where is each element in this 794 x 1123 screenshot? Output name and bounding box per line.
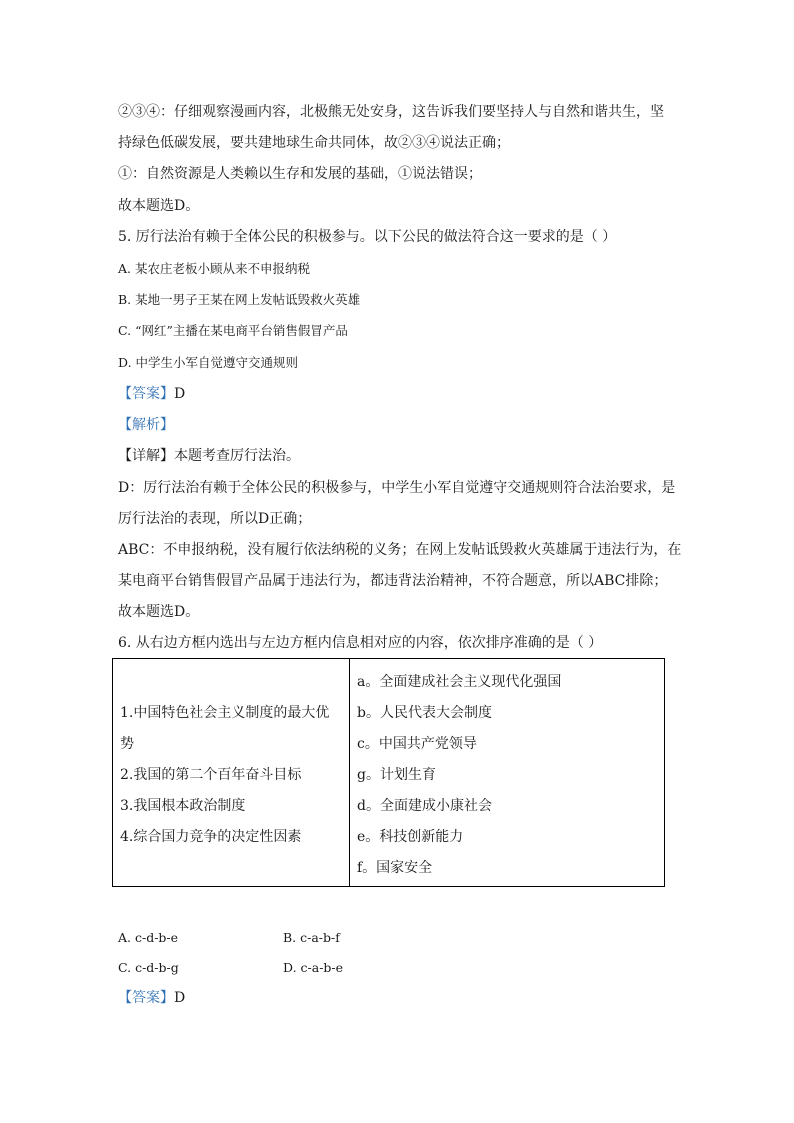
q5-option-d: D. 中学生小军自觉遵守交通规则	[118, 355, 299, 370]
left-item-2: 2.我国的第二个百年奋斗目标	[120, 767, 302, 783]
q5-detail	[118, 446, 300, 466]
detail-text: 本题考查厉行法治。	[174, 448, 300, 464]
q5-explanation-line-2: 厉行法治的表现，所以D正确；	[118, 511, 312, 527]
q6-option-c: C. c-d-b-g	[118, 960, 179, 975]
right-box	[350, 659, 665, 887]
right-item-a: a。全面建成社会主义现代化强国	[357, 674, 562, 690]
right-item-c: c。中国共产党领导	[357, 736, 477, 752]
q6-option-a: A. c-d-b-e	[118, 930, 179, 945]
right-item-d: d。全面建成小康社会	[357, 798, 492, 814]
q4-explanation-line-1: ②③④：仔细观察漫画内容，北极熊无处安身，这告诉我们要坚持人与自然和谐共生，坚	[118, 104, 664, 120]
detail-label: 【详解】	[118, 448, 174, 464]
right-item-b: b。人民代表大会制度	[357, 705, 492, 721]
q4-conclusion: 故本题选D。	[118, 198, 200, 214]
q5-option-a: A. 某农庄老板小顾从来不申报纳税	[118, 261, 310, 276]
q4-explanation-line-3: ①：自然资源是人类赖以生存和发展的基础，①说法错误；	[118, 166, 482, 182]
q5-option-b: B. 某地一男子王某在网上发帖诋毁救火英雄	[118, 292, 361, 307]
left-box	[113, 659, 350, 887]
q5-option-c: C. “网红”主播在某电商平台销售假冒产品	[118, 323, 348, 338]
q4-explanation-line-2: 持绿色低碳发展，要共建地球生命共同体，故②③④说法正确；	[118, 135, 510, 151]
q5-explanation-line-4: 某电商平台销售假冒产品属于违法行为，都违背法治精神，不符合题意，所以ABC排除；	[118, 573, 668, 589]
left-item-1: 1.中国特色社会主义制度的最大优	[120, 705, 330, 721]
q5-stem: 5. 厉行法治有赖于全体公民的积极参与。以下公民的做法符合这一要求的是（ ）	[118, 229, 617, 245]
answer-value: D	[174, 990, 186, 1006]
q5-explanation-line-1: D：厉行法治有赖于全体公民的积极参与，中学生小军自觉遵守交通规则符合法治要求，是	[118, 480, 676, 496]
matching-table	[112, 658, 665, 887]
right-item-g: g。计划生育	[357, 767, 436, 783]
q6-option-b: B. c-a-b-f	[283, 930, 340, 945]
q5-explanation-line-3: ABC：不申报纳税，没有履行依法纳税的义务；在网上发帖诋毁救火英雄属于违法行为，在	[118, 542, 682, 558]
q6-option-d: D. c-a-b-e	[283, 960, 344, 975]
left-item-3: 3.我国根本政治制度	[120, 798, 246, 814]
q6-stem: 6. 从右边方框内选出与左边方框内信息相对应的内容，依次排序准确的是（ ）	[118, 635, 603, 651]
answer-label: 【答案】	[118, 990, 174, 1006]
q5-analysis-label: 【解析】	[118, 417, 174, 433]
q5-conclusion: 故本题选D。	[118, 604, 200, 620]
q6-answer	[118, 988, 185, 1008]
left-item-1-cont: 势	[120, 736, 134, 752]
right-item-f: f。国家安全	[357, 860, 433, 876]
q5-answer	[118, 384, 185, 404]
right-item-e: e。科技创新能力	[357, 829, 464, 845]
left-item-4: 4.综合国力竞争的决定性因素	[120, 829, 302, 845]
answer-label: 【答案】	[118, 386, 174, 402]
answer-value: D	[174, 386, 186, 402]
